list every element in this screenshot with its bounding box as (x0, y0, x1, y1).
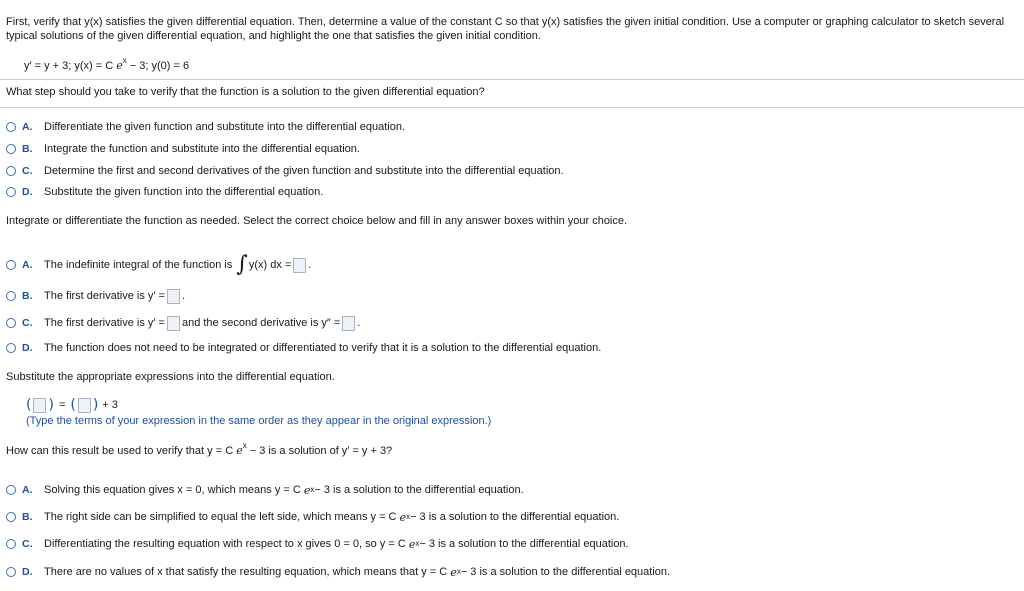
choice-text: There are no values of x that satisfy the resulting equation, which means that y = C (44, 566, 448, 578)
choice-letter: D. (22, 342, 33, 354)
q3-hint: (Type the terms of your expression in the same order as they appear in the original expression.) (26, 415, 492, 427)
choice-text: The indefinite integral of the function is (44, 259, 233, 271)
choice-letter: D. (22, 566, 33, 578)
choice-text: Differentiate the given function and substitute into the differential equation. (44, 121, 406, 133)
choice-text: The first derivative is y′ = (44, 290, 165, 302)
radio-button[interactable] (6, 318, 16, 328)
choice-text: Integrate the function and substitute into the differential equation. (44, 143, 360, 155)
radio-button[interactable] (6, 122, 16, 132)
choice-text: Determine the first and second derivatives of the given function and substitute into the differential equation. (44, 165, 564, 177)
choice-letter: A. (22, 259, 33, 271)
choice-text: Differentiating the resulting equation with respect to x gives 0 = 0, so y = C (44, 538, 406, 550)
exponent: x (242, 441, 247, 450)
q2-choice-d[interactable] (6, 340, 601, 356)
q4-choice-c[interactable]: C. Differentiating the resulting equation with respect to x gives 0 = 0, so y = C e x − 3 is a solution to the differential equation. (6, 536, 629, 552)
given-part-a: y′ = y + 3; y(x) = C (24, 60, 114, 72)
e: e (303, 483, 311, 497)
q2-choice-a[interactable] (6, 252, 312, 277)
answer-box-right[interactable] (78, 398, 91, 413)
integral-expression: y(x) dx = (248, 259, 292, 271)
period: . (357, 317, 361, 329)
equals-sign: = (58, 399, 66, 411)
radio-button[interactable] (6, 166, 16, 176)
radio-button[interactable] (6, 291, 16, 301)
choice-text: The right side can be simplified to equal the left side, which means y = C (44, 511, 397, 523)
radio-button[interactable] (6, 260, 16, 270)
answer-box[interactable] (293, 258, 306, 273)
choice-text: and the second derivative is y″ = (181, 317, 341, 329)
radio-button[interactable] (6, 485, 16, 495)
e: e (399, 510, 407, 524)
problem-statement: First, verify that y(x) satisfies the given differential equation. Then, determine a value of the constant C so that y(x) satisfies the given initial condition. Use a computer or graphing calculator to sketch several typical solutions of the given differential equation, and highlight the one that satisfies the given initial condition. (6, 16, 1005, 42)
choice-letter: C. (22, 165, 33, 177)
q1-choice-a[interactable] (6, 119, 405, 135)
paren: ( (26, 397, 32, 413)
q4-choice-d[interactable]: D. There are no values of x that satisfy the resulting equation, which means that y = C e x − 3 is a solution to the differential equation. (6, 564, 670, 580)
radio-button[interactable] (6, 144, 16, 154)
period: . (181, 290, 186, 302)
q1-choice-b[interactable] (6, 141, 360, 157)
integral-sign: ∫ (236, 252, 248, 277)
q2-choice-b[interactable] (6, 288, 185, 304)
choice-text: The first derivative is y′ = (44, 317, 165, 329)
radio-button[interactable] (6, 343, 16, 353)
answer-box[interactable] (167, 289, 180, 304)
choice-text: The function does not need to be integrated or differentiated to verify that it is a solution to the differential equation. (44, 342, 602, 354)
period: . (308, 259, 312, 271)
q4-choice-a[interactable]: A. Solving this equation gives x = 0, which means y = C e x − 3 is a solution to the differential equation. (6, 482, 524, 498)
paren: ( (70, 397, 76, 413)
choice-text: − 3 is a solution to the differential equation. (460, 566, 671, 578)
plus-three: + 3 (102, 399, 118, 411)
choice-letter: A. (22, 121, 33, 133)
q4-prompt (6, 441, 393, 457)
choice-letter: B. (22, 290, 33, 302)
choice-letter: B. (22, 511, 33, 523)
choice-letter: D. (22, 186, 33, 198)
given-exponent: x (122, 56, 127, 65)
q1-choice-c[interactable] (6, 163, 564, 179)
choice-letter: C. (22, 317, 33, 329)
q1-choice-d[interactable] (6, 184, 323, 200)
q4-prompt-b: − 3 is a solution of y′ = y + 3? (246, 445, 393, 457)
given-part-b: − 3; y(0) = 6 (126, 60, 190, 72)
radio-button[interactable] (6, 539, 16, 549)
radio-button[interactable] (6, 187, 16, 197)
answer-box-left[interactable] (33, 398, 46, 413)
choice-text: Substitute the given function into the differential equation. (44, 186, 324, 198)
paren: ) (92, 397, 99, 413)
choice-text: Solving this equation gives x = 0, which means y = C (44, 484, 301, 496)
radio-button[interactable] (6, 567, 16, 577)
choice-text: − 3 is a solution to the differential equation. (410, 511, 620, 523)
q1-prompt: What step should you take to verify that the function is a solution to the given differential equation? (6, 86, 485, 98)
q3-expression-row (26, 397, 118, 413)
choice-letter: B. (22, 143, 33, 155)
e: e (408, 537, 416, 551)
answer-box[interactable] (167, 316, 180, 331)
radio-button[interactable] (6, 512, 16, 522)
e: e (450, 565, 457, 579)
choice-letter: C. (22, 538, 33, 550)
q3-prompt: Substitute the appropriate expressions into the differential equation. (6, 371, 335, 383)
divider (0, 107, 1024, 108)
q2-choice-c[interactable] (6, 315, 360, 331)
choice-letter: A. (22, 484, 33, 496)
divider (0, 79, 1024, 80)
choice-text: − 3 is a solution to the differential equation. (419, 538, 629, 550)
q2-prompt: Integrate or differentiate the function as needed. Select the correct choice below and fill in any answer boxes within your choice. (6, 215, 628, 227)
given-e: e (116, 59, 123, 72)
given-equation (24, 56, 190, 72)
q4-choice-b[interactable]: B. The right side can be simplified to equal the left side, which means y = C e x − 3 is a solution to the differential equation. (6, 509, 619, 525)
choice-text: − 3 is a solution to the differential equation. (314, 484, 524, 496)
paren: ) (48, 397, 54, 413)
e: e (236, 444, 243, 457)
q4-prompt-a: How can this result be used to verify that y = C (6, 445, 234, 457)
answer-box[interactable] (342, 316, 355, 331)
